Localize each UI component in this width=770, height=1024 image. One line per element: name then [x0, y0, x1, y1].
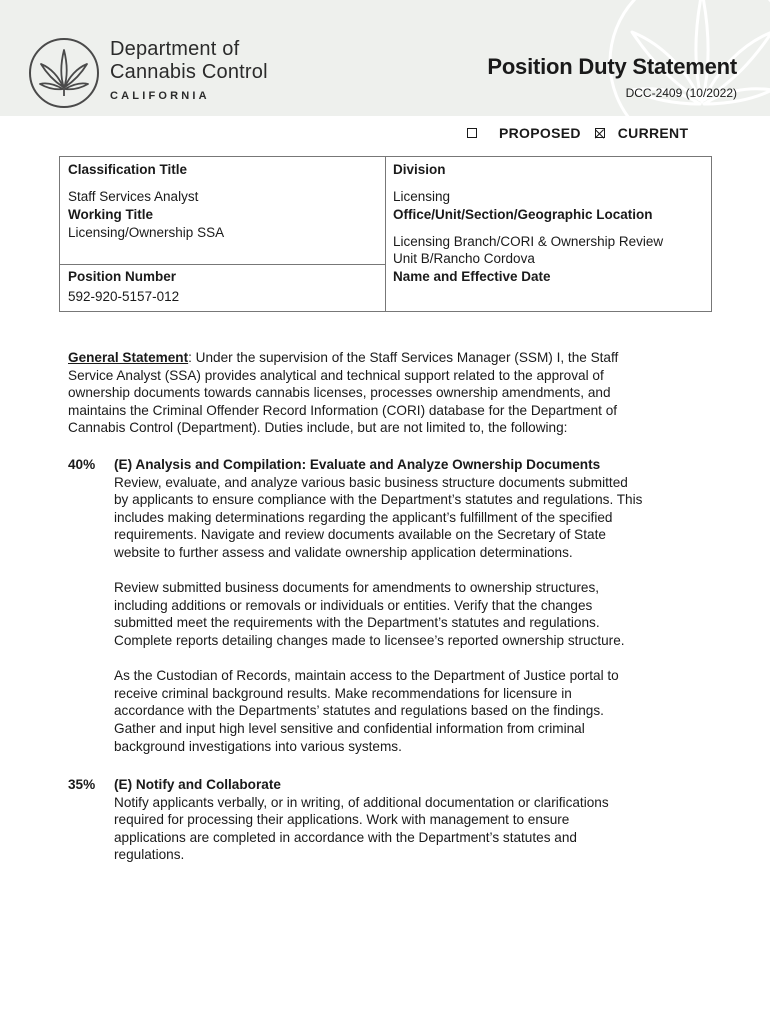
org-state: CALIFORNIA [110, 90, 210, 102]
document-title: Position Duty Statement [487, 54, 737, 79]
general-statement-text: : Under the supervision of the Staff Services Manager (SSM) I, the Staff [188, 350, 619, 365]
general-statement [68, 349, 708, 437]
current-label: CURRENT [617, 125, 689, 141]
general-statement-line: ownership documents towards cannabis licenses, processes ownership amendments, and [68, 385, 611, 401]
header-band [0, 0, 770, 116]
duty-line: regulations. [114, 847, 185, 863]
duty-line: applications are completed in accordance with the Department’s statutes and [114, 829, 577, 845]
duty-title: (E) Notify and Collaborate [114, 777, 281, 792]
duty-paragraph [114, 794, 708, 864]
duty-line: website to further assess and validate ownership application determinations. [114, 544, 573, 560]
duty-line: As the Custodian of Records, maintain access to the Department of Justice portal to [114, 668, 619, 684]
table-divider-vertical [385, 157, 386, 311]
duty-line: includes making determinations regarding the applicant’s fulfillment of the specified [114, 509, 613, 525]
proposed-checkbox[interactable] [467, 128, 477, 138]
location-value-line2: Unit B/Rancho Cordova [393, 251, 535, 266]
working-title-label: Working Title [68, 207, 154, 222]
duty-line: Complete reports detailing changes made to licensee’s reported ownership structure. [114, 632, 625, 648]
general-statement-line: maintains the Criminal Offender Record Information (CORI) database for the Department of [68, 402, 618, 418]
general-statement-line [68, 349, 708, 367]
division-value: Licensing [393, 189, 451, 204]
current-checkbox[interactable] [595, 128, 605, 138]
duty-line: background investigations into various systems. [114, 738, 402, 754]
duty-line: required for processing their applications. Work with management to ensure [114, 812, 570, 828]
duty-line: including additions or removals or individuals or entities. Verify that the changes [114, 597, 593, 613]
general-statement-line: Service Analyst (SSA) provides analytical and technical support related to the approval of [68, 367, 604, 383]
duty-percent: 40% [68, 457, 96, 472]
classification-title-value: Staff Services Analyst [68, 189, 199, 204]
table-divider-horizontal [60, 264, 385, 265]
duty-paragraph [114, 667, 708, 755]
org-name-line2: Cannabis Control [110, 61, 268, 83]
duty-line: Review submitted business documents for amendments to ownership structures, [114, 580, 600, 596]
position-number-value: 592-920-5157-012 [68, 289, 180, 304]
duty-line: Gather and input high level sensitive and confidential information from criminal [114, 720, 585, 736]
general-statement-heading: General Statement [68, 350, 189, 365]
org-name-line1: Department of [110, 38, 240, 60]
duty-line: Notify applicants verbally, or in writing, of additional documentation or clarifications [114, 794, 609, 810]
general-statement-line: Cannabis Control (Department). Duties include, but are not limited to, the following: [68, 420, 568, 436]
duty-paragraph [114, 474, 708, 562]
duty-line: submitted meet the requirements with the Department’s statutes and regulations. [114, 615, 600, 631]
duty-percent: 35% [68, 777, 96, 792]
working-title-value: Licensing/Ownership SSA [68, 225, 225, 240]
location-label: Office/Unit/Section/Geographic Location [393, 207, 653, 222]
dcc-logo-icon [27, 36, 101, 110]
form-number: DCC-2409 (10/2022) [625, 86, 737, 100]
classification-title-label: Classification Title [68, 162, 188, 177]
org-name [110, 38, 268, 84]
duty-paragraph [114, 579, 708, 649]
duty-title: (E) Analysis and Compilation: Evaluate and Analyze Ownership Documents [114, 457, 601, 472]
duty-line: by applicants to ensure compliance with the Department’s statutes and regulations. This [114, 492, 643, 508]
duty-line: Review, evaluate, and analyze various basic business structure documents submitted [114, 474, 628, 490]
duty-line: accordance with the Departments’ statutes and regulations based on the findings. [114, 703, 604, 719]
proposed-label: PROPOSED [499, 125, 581, 141]
name-effective-date-label: Name and Effective Date [393, 269, 551, 284]
duty-line: receive criminal background results. Make recommendations for licensure in [114, 685, 572, 701]
division-label: Division [393, 162, 446, 177]
location-value-line1: Licensing Branch/CORI & Ownership Review [393, 234, 664, 249]
duty-content [114, 776, 708, 864]
position-info-table [59, 156, 712, 312]
status-row [467, 125, 688, 141]
duty-line: requirements. Navigate and review documents available on the Secretary of State [114, 527, 606, 543]
position-number-label: Position Number [68, 269, 177, 284]
duty-content [114, 456, 708, 755]
